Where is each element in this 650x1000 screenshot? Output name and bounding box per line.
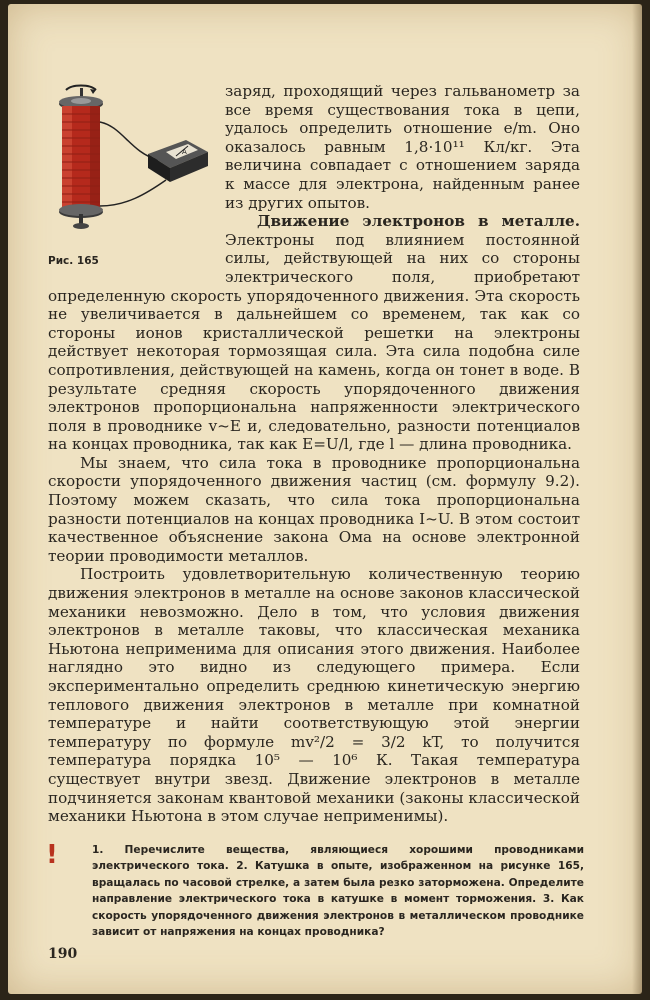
main-text (48, 82, 580, 826)
paragraph-2-text: Электроны под влиянием постоянной силы, действующей на них со стороны электрического поля, приобретают определенную скорость упорядоченного движения. Эта скорость не увеличивается в дальнейшем со временем, так как со стороны ионов кристаллической решетки на электроны действует некоторая тормозящая сила. Эта сила подобна силе сопротивления, действующей на камень, когда он тонет в воде. В результате средняя скорость упорядоченного движения электронов пропорциональна напряженности электрического поля в проводнике v~E и, следовательно, разности потенциалов на концах проводника, так как E=U/l, где l — длина проводника. (48, 230, 580, 454)
page-number: 190 (48, 946, 78, 962)
coil-galvanometer-illustration (48, 82, 218, 242)
paragraph-4: Построить удовлетворительную количественную теорию движения электронов в металле на основе законов классической механики невозможно. Дело в том, что условия движения электронов в металле таковы, что классическая механика Ньютона неприменима для описания этого движения. Наиболее наглядно это видно из следующего примера. Если экспериментально определить среднюю кинетическую энергию теплового движения электронов в металле при комнатной температуре и найти соответствующую этой энергии температуру по формуле mv²/2 = 3/2 kT, то получится температура порядка 10⁵ — 10⁶ К. Такая температура существует внутри звезд. Движение электронов в металле подчиняется законам квантовой механики (законы классической механики Ньютона в этом случае неприменимы). (48, 565, 580, 826)
figure-caption: Рис. 165 (48, 255, 99, 267)
paragraph-3: Мы знаем, что сила тока в проводнике пропорциональна скорости упорядоченного движения частиц (см. формулу 9.2). Поэтому можем сказать, что сила тока пропорциональна разности потенциалов на концах проводника I~U. В этом состоит качественное объяснение закона Ома на основе электронной теории проводимости металлов. (48, 453, 580, 565)
figure-165 (48, 82, 225, 272)
paragraph-1: заряд, проходящий через гальванометр за все время существования тока в цепи, удалось определить отношение e/m. Оно оказалось равным 1,8·10¹¹ Кл/кг. Эта величина совпадает с отношением заряда к массе для электрона, найденным ранее из других опытов. (225, 82, 580, 212)
questions-exclamation-icon: ! (46, 840, 58, 870)
page-edge-shading (632, 4, 642, 994)
questions-text: 1. Перечислите вещества, являющиеся хорошими проводниками электрического тока. 2. Катушка в опыте, изображенном на рисунке 165, вращалась по часовой стрелке, а затем была резко заторможена. Определите направление электрического тока в катушке в момент торможения. 3. Как скорость упорядоченного движения электронов в металлическом проводнике зависит от напряжения на концах проводника? (92, 844, 584, 939)
book-page (8, 4, 642, 994)
galvanometer-dial-label: A (182, 148, 187, 156)
review-questions (92, 842, 584, 940)
section-heading: Движение электронов в металле. (257, 212, 580, 231)
